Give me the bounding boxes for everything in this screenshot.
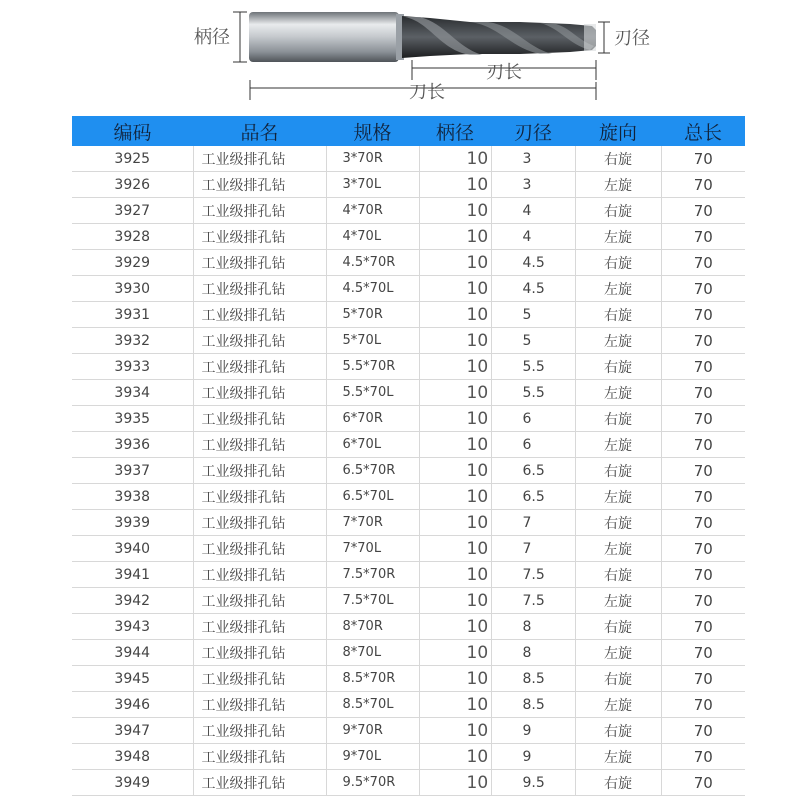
cell-product-name: 工业级排孔钻: [193, 770, 326, 796]
cell-rotation: 左旋: [575, 692, 661, 718]
cell-rotation: 右旋: [575, 302, 661, 328]
cell-product-name: 工业级排孔钻: [193, 146, 326, 172]
cell-rotation: 左旋: [575, 484, 661, 510]
cell-product-name: 工业级排孔钻: [193, 432, 326, 458]
cell-spec: 5.5*70R: [326, 354, 419, 380]
cell-shank-diameter: 10: [419, 146, 491, 172]
cell-shank-diameter: 10: [419, 328, 491, 354]
cell-code: 3931: [72, 302, 193, 328]
cell-blade-diameter: 8.5: [491, 666, 575, 692]
cell-code: 3936: [72, 432, 193, 458]
cell-spec: 3*70L: [326, 172, 419, 198]
table-row: [72, 198, 745, 224]
cell-blade-diameter: 7: [491, 510, 575, 536]
cell-total-length: 70: [661, 458, 745, 484]
cell-blade-diameter: 9: [491, 718, 575, 744]
cell-total-length: 70: [661, 380, 745, 406]
cell-shank-diameter: 10: [419, 458, 491, 484]
header-code: 编码: [72, 116, 193, 146]
table-row: [72, 328, 745, 354]
cell-spec: 9*70L: [326, 744, 419, 770]
cell-product-name: 工业级排孔钻: [193, 562, 326, 588]
cell-rotation: 左旋: [575, 276, 661, 302]
cell-blade-diameter: 6: [491, 432, 575, 458]
cell-rotation: 左旋: [575, 380, 661, 406]
cell-rotation: 左旋: [575, 224, 661, 250]
cell-shank-diameter: 10: [419, 250, 491, 276]
drill-bit-diagram: [0, 0, 800, 116]
table-row: [72, 692, 745, 718]
cell-shank-diameter: 10: [419, 562, 491, 588]
cell-total-length: 70: [661, 744, 745, 770]
table-row: [72, 406, 745, 432]
cell-code: 3948: [72, 744, 193, 770]
cell-rotation: 左旋: [575, 588, 661, 614]
cell-code: 3947: [72, 718, 193, 744]
header-row: [72, 116, 745, 146]
cell-shank-diameter: 10: [419, 354, 491, 380]
cell-spec: 4.5*70R: [326, 250, 419, 276]
cell-product-name: 工业级排孔钻: [193, 536, 326, 562]
cell-code: 3929: [72, 250, 193, 276]
table-row: [72, 146, 745, 172]
cell-code: 3939: [72, 510, 193, 536]
cell-shank-diameter: 10: [419, 380, 491, 406]
cell-total-length: 70: [661, 588, 745, 614]
cell-total-length: 70: [661, 614, 745, 640]
cell-product-name: 工业级排孔钻: [193, 354, 326, 380]
cell-shank-diameter: 10: [419, 718, 491, 744]
cell-spec: 7*70R: [326, 510, 419, 536]
cell-rotation: 右旋: [575, 406, 661, 432]
cell-total-length: 70: [661, 536, 745, 562]
cell-code: 3927: [72, 198, 193, 224]
cell-rotation: 右旋: [575, 354, 661, 380]
cell-rotation: 左旋: [575, 328, 661, 354]
cell-product-name: 工业级排孔钻: [193, 250, 326, 276]
header-blade-diameter: 刃径: [491, 116, 575, 146]
cell-shank-diameter: 10: [419, 406, 491, 432]
cell-code: 3938: [72, 484, 193, 510]
cell-shank-diameter: 10: [419, 770, 491, 796]
table-body: [72, 146, 745, 796]
cell-shank-diameter: 10: [419, 172, 491, 198]
cell-shank-diameter: 10: [419, 276, 491, 302]
cell-product-name: 工业级排孔钻: [193, 614, 326, 640]
cell-code: 3937: [72, 458, 193, 484]
table-row: [72, 588, 745, 614]
cell-spec: 6.5*70R: [326, 458, 419, 484]
cell-total-length: 70: [661, 692, 745, 718]
cell-blade-diameter: 5: [491, 328, 575, 354]
cell-spec: 9.5*70R: [326, 770, 419, 796]
cell-total-length: 70: [661, 718, 745, 744]
cell-total-length: 70: [661, 562, 745, 588]
blade-diameter-label: 刃径: [614, 28, 650, 49]
table-row: [72, 562, 745, 588]
cell-shank-diameter: 10: [419, 692, 491, 718]
cell-total-length: 70: [661, 666, 745, 692]
shank-diameter-label: 柄径: [194, 27, 230, 48]
blade-length-label: 刃长: [486, 62, 522, 83]
cell-shank-diameter: 10: [419, 744, 491, 770]
header-spec: 规格: [326, 116, 419, 146]
cell-code: 3930: [72, 276, 193, 302]
cell-product-name: 工业级排孔钻: [193, 484, 326, 510]
cell-blade-diameter: 4.5: [491, 276, 575, 302]
cell-spec: 5.5*70L: [326, 380, 419, 406]
cell-code: 3949: [72, 770, 193, 796]
cell-rotation: 右旋: [575, 562, 661, 588]
cell-total-length: 70: [661, 146, 745, 172]
cell-rotation: 右旋: [575, 718, 661, 744]
cell-shank-diameter: 10: [419, 588, 491, 614]
table-header: [72, 116, 745, 146]
cell-blade-diameter: 9.5: [491, 770, 575, 796]
cell-product-name: 工业级排孔钻: [193, 172, 326, 198]
table-row: [72, 458, 745, 484]
cell-code: 3944: [72, 640, 193, 666]
header-rotation: 旋向: [575, 116, 661, 146]
cell-shank-diameter: 10: [419, 666, 491, 692]
cell-spec: 5*70R: [326, 302, 419, 328]
cell-product-name: 工业级排孔钻: [193, 302, 326, 328]
cell-blade-diameter: 4.5: [491, 250, 575, 276]
cell-rotation: 右旋: [575, 614, 661, 640]
table-row: [72, 432, 745, 458]
total-length-label: 刀长: [409, 82, 445, 103]
cell-code: 3928: [72, 224, 193, 250]
cell-spec: 8*70R: [326, 614, 419, 640]
cell-product-name: 工业级排孔钻: [193, 640, 326, 666]
cell-spec: 8.5*70L: [326, 692, 419, 718]
cell-rotation: 右旋: [575, 666, 661, 692]
cell-total-length: 70: [661, 770, 745, 796]
cell-blade-diameter: 7: [491, 536, 575, 562]
table-row: [72, 770, 745, 796]
cell-product-name: 工业级排孔钻: [193, 224, 326, 250]
table-row: [72, 276, 745, 302]
cell-product-name: 工业级排孔钻: [193, 510, 326, 536]
cell-blade-diameter: 8: [491, 640, 575, 666]
cell-rotation: 右旋: [575, 510, 661, 536]
cell-product-name: 工业级排孔钻: [193, 588, 326, 614]
table-row: [72, 536, 745, 562]
cell-total-length: 70: [661, 302, 745, 328]
cell-spec: 8.5*70R: [326, 666, 419, 692]
cell-spec: 7*70L: [326, 536, 419, 562]
cell-product-name: 工业级排孔钻: [193, 276, 326, 302]
cell-product-name: 工业级排孔钻: [193, 328, 326, 354]
cell-spec: 7.5*70L: [326, 588, 419, 614]
cell-code: 3943: [72, 614, 193, 640]
cell-rotation: 右旋: [575, 198, 661, 224]
cell-blade-diameter: 5: [491, 302, 575, 328]
cell-product-name: 工业级排孔钻: [193, 666, 326, 692]
cell-code: 3941: [72, 562, 193, 588]
cell-blade-diameter: 4: [491, 224, 575, 250]
cell-blade-diameter: 5.5: [491, 380, 575, 406]
cell-spec: 8*70L: [326, 640, 419, 666]
cell-rotation: 左旋: [575, 432, 661, 458]
table-row: [72, 510, 745, 536]
table-row: [72, 640, 745, 666]
table-row: [72, 224, 745, 250]
cell-blade-diameter: 7.5: [491, 562, 575, 588]
cell-code: 3942: [72, 588, 193, 614]
header-product-name: 品名: [193, 116, 326, 146]
table-row: [72, 718, 745, 744]
drill-blade: [402, 16, 596, 58]
cell-spec: 6*70R: [326, 406, 419, 432]
cell-blade-diameter: 3: [491, 172, 575, 198]
cell-blade-diameter: 6.5: [491, 458, 575, 484]
cell-blade-diameter: 8.5: [491, 692, 575, 718]
table-row: [72, 172, 745, 198]
cell-rotation: 右旋: [575, 770, 661, 796]
cell-blade-diameter: 6.5: [491, 484, 575, 510]
cell-total-length: 70: [661, 276, 745, 302]
drill-shank: [249, 12, 404, 62]
cell-shank-diameter: 10: [419, 510, 491, 536]
cell-blade-diameter: 9: [491, 744, 575, 770]
cell-shank-diameter: 10: [419, 224, 491, 250]
cell-product-name: 工业级排孔钻: [193, 406, 326, 432]
cell-code: 3926: [72, 172, 193, 198]
cell-code: 3934: [72, 380, 193, 406]
cell-blade-diameter: 8: [491, 614, 575, 640]
cell-shank-diameter: 10: [419, 302, 491, 328]
cell-spec: 9*70R: [326, 718, 419, 744]
cell-shank-diameter: 10: [419, 198, 491, 224]
table-row: [72, 354, 745, 380]
cell-spec: 4.5*70L: [326, 276, 419, 302]
cell-total-length: 70: [661, 198, 745, 224]
cell-product-name: 工业级排孔钻: [193, 744, 326, 770]
spec-table: [72, 116, 745, 796]
cell-total-length: 70: [661, 406, 745, 432]
cell-total-length: 70: [661, 250, 745, 276]
cell-spec: 7.5*70R: [326, 562, 419, 588]
cell-code: 3925: [72, 146, 193, 172]
table-row: [72, 380, 745, 406]
cell-total-length: 70: [661, 510, 745, 536]
cell-product-name: 工业级排孔钻: [193, 198, 326, 224]
table-row: [72, 744, 745, 770]
cell-rotation: 左旋: [575, 536, 661, 562]
cell-shank-diameter: 10: [419, 614, 491, 640]
cell-product-name: 工业级排孔钻: [193, 718, 326, 744]
table-row: [72, 484, 745, 510]
cell-rotation: 左旋: [575, 640, 661, 666]
cell-total-length: 70: [661, 484, 745, 510]
cell-shank-diameter: 10: [419, 640, 491, 666]
cell-total-length: 70: [661, 640, 745, 666]
cell-blade-diameter: 3: [491, 146, 575, 172]
cell-total-length: 70: [661, 354, 745, 380]
table-row: [72, 250, 745, 276]
drill-bit-drawing: [0, 0, 800, 116]
cell-spec: 6*70L: [326, 432, 419, 458]
cell-blade-diameter: 6: [491, 406, 575, 432]
header-shank-diameter: 柄径: [419, 116, 491, 146]
cell-product-name: 工业级排孔钻: [193, 380, 326, 406]
cell-product-name: 工业级排孔钻: [193, 458, 326, 484]
cell-spec: 3*70R: [326, 146, 419, 172]
cell-code: 3946: [72, 692, 193, 718]
cell-code: 3935: [72, 406, 193, 432]
table-row: [72, 666, 745, 692]
header-total-length: 总长: [661, 116, 745, 146]
table-row: [72, 614, 745, 640]
cell-spec: 6.5*70L: [326, 484, 419, 510]
cell-rotation: 左旋: [575, 172, 661, 198]
cell-rotation: 右旋: [575, 146, 661, 172]
cell-shank-diameter: 10: [419, 432, 491, 458]
cell-shank-diameter: 10: [419, 484, 491, 510]
cell-total-length: 70: [661, 328, 745, 354]
cell-rotation: 右旋: [575, 458, 661, 484]
cell-total-length: 70: [661, 432, 745, 458]
cell-rotation: 右旋: [575, 250, 661, 276]
cell-shank-diameter: 10: [419, 536, 491, 562]
cell-code: 3940: [72, 536, 193, 562]
cell-code: 3933: [72, 354, 193, 380]
cell-code: 3945: [72, 666, 193, 692]
cell-total-length: 70: [661, 172, 745, 198]
cell-total-length: 70: [661, 224, 745, 250]
cell-spec: 5*70L: [326, 328, 419, 354]
cell-blade-diameter: 7.5: [491, 588, 575, 614]
cell-spec: 4*70R: [326, 198, 419, 224]
cell-rotation: 左旋: [575, 744, 661, 770]
table-row: [72, 302, 745, 328]
cell-blade-diameter: 4: [491, 198, 575, 224]
cell-product-name: 工业级排孔钻: [193, 692, 326, 718]
cell-blade-diameter: 5.5: [491, 354, 575, 380]
cell-spec: 4*70L: [326, 224, 419, 250]
cell-code: 3932: [72, 328, 193, 354]
